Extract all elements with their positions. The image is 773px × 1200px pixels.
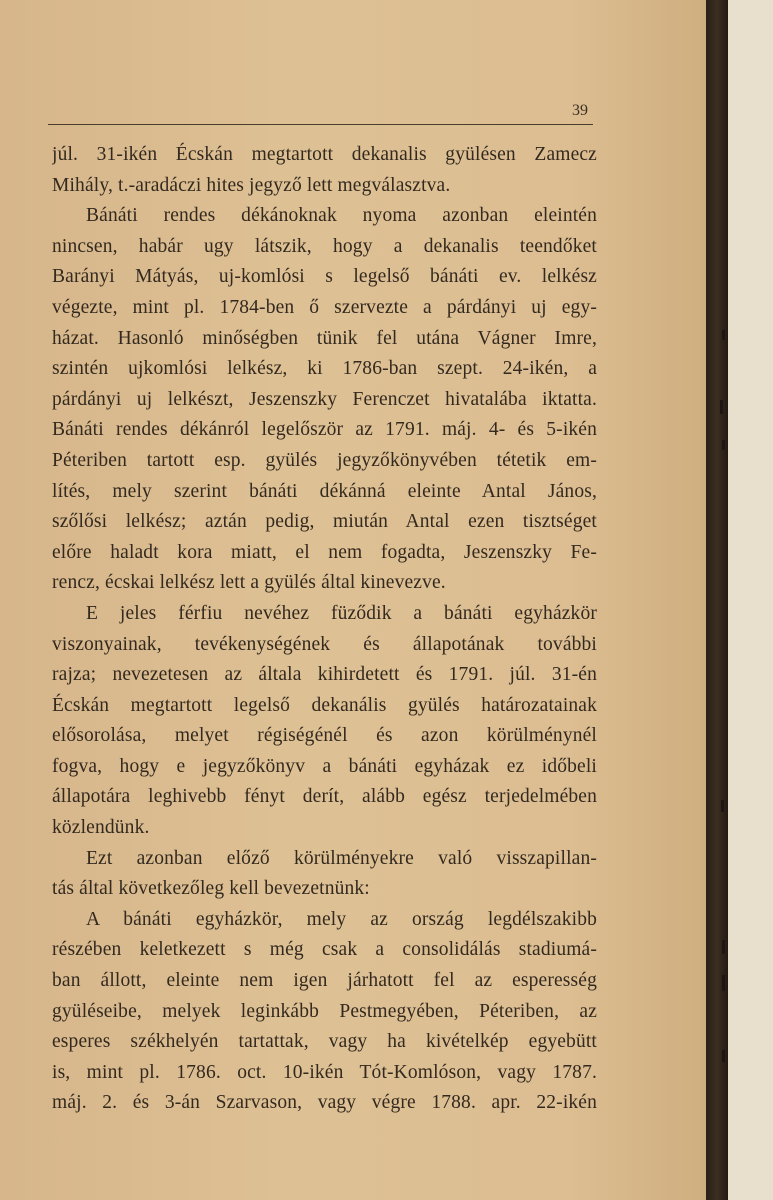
text-line: házat. Hasonló minőségben tünik fel utána Vágner Imre, [52, 327, 597, 349]
text-line: Bánáti rendes dékánról legelőször az 1791. máj. 4- és 5-ikén [52, 419, 597, 441]
ink-speck [722, 940, 725, 954]
text-line: E jeles férfiu nevéhez füződik a bánáti egyházkör [86, 602, 597, 624]
ink-speck [721, 800, 724, 812]
text-line: részében keletkezett s még csak a consolidálás stadiumá- [52, 939, 597, 961]
text-line: ban állott, eleinte nem igen járhatott fel az esperesség [52, 970, 597, 992]
text-line: júl. 31-ikén Écskán megtartott dekanalis gyülésen Zamecz [52, 144, 597, 165]
book-spine [706, 0, 728, 1200]
text-line: Barányi Mátyás, uj-komlósi s legelső bánáti ev. lelkész [52, 266, 597, 288]
text-line: szőlősi lelkész; aztán pedig, miután Antal ezen tisztséget [52, 511, 597, 533]
text-line: közlendünk. [52, 817, 150, 839]
text-line: Mihály, t.-aradáczi hites jegyző lett megválasztva. [52, 174, 451, 196]
text-line: Péteriben tartott esp. gyülés jegyzőkönyvében tétetik em- [52, 449, 597, 471]
text-line: elősorolása, melyet régiségénél és azon körülménynél [52, 725, 597, 747]
ink-speck [722, 440, 725, 450]
ink-speck [722, 1050, 725, 1062]
text-line: szintén ujkomlósi lelkész, ki 1786-ban szept. 24-ikén, a [52, 358, 597, 380]
text-line: állapotára leghivebb fényt derít, alább egész terjedelmében [52, 786, 597, 808]
page-number: 39 [572, 102, 588, 119]
page-edge [728, 0, 773, 1200]
text-line: nincsen, habár ugy látszik, hogy a dekanalis teendőket [52, 235, 597, 257]
text-line: lítés, mely szerint bánáti dékánná eleinte Antal János, [52, 480, 597, 502]
text-line: rencz, écskai lelkész lett a gyülés által kinevezve. [52, 572, 446, 594]
header-rule [48, 124, 593, 125]
text-line: párdányi uj lelkészt, Jeszenszky Ferenczet hivatalába iktatta. [52, 388, 597, 410]
text-line: tás által következőleg kell bevezetnünk: [52, 878, 370, 900]
text-line: fogva, hogy e jegyzőkönyv a bánáti egyházak ez időbeli [52, 755, 597, 777]
body-text [52, 140, 597, 1119]
text-line: is, mint pl. 1786. oct. 10-ikén Tót-Komlóson, vagy 1787. [52, 1061, 597, 1083]
text-line: viszonyainak, tevékenységének és állapotának további [52, 633, 597, 655]
text-line: végezte, mint pl. 1784-ben ő szervezte a párdányi uj egy- [52, 296, 597, 318]
ink-speck [722, 975, 725, 991]
text-line: Bánáti rendes dékánoknak nyoma azonban eleintén [86, 205, 597, 227]
text-line: Écskán megtartott legelső dekanális gyülés határozatainak [52, 694, 597, 716]
text-line: A bánáti egyházkör, mely az ország legdélszakibb [86, 908, 597, 930]
text-line: Ezt azonban előző körülményekre való visszapillan- [86, 847, 597, 869]
text-line: máj. 2. és 3-án Szarvason, vagy végre 1788. apr. 22-ikén [52, 1092, 597, 1114]
ink-speck [720, 400, 723, 414]
text-line: esperes székhelyén tartattak, vagy ha kivételkép egyebütt [52, 1031, 597, 1053]
text-line: rajza; nevezetesen az általa kihirdetett és 1791. júl. 31-én [52, 664, 597, 686]
text-line: előre haladt kora miatt, el nem fogadta, Jeszenszky Fe- [52, 541, 597, 563]
text-line: gyüléseibe, melyek leginkább Pestmegyében, Péteriben, az [52, 1000, 597, 1022]
ink-speck [722, 330, 725, 340]
